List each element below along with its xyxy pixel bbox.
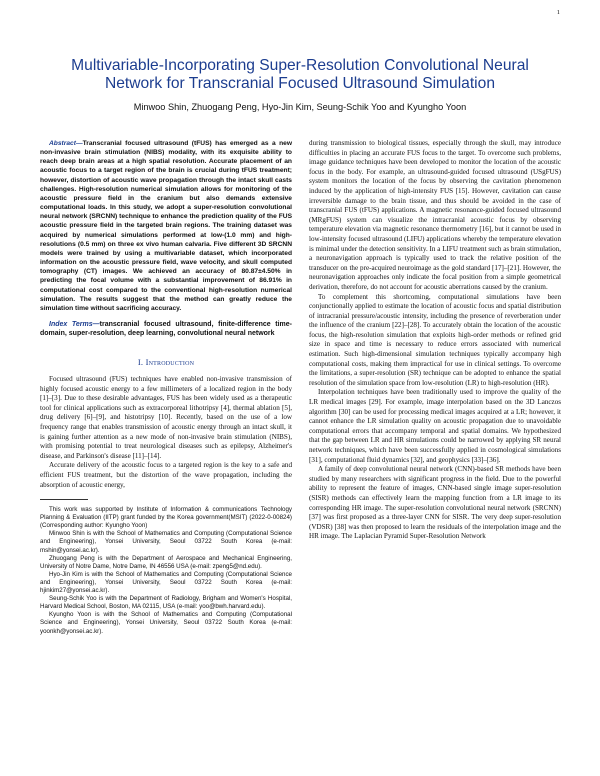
body-paragraph: A family of deep convolutional neural network (CNN)-based SR methods have been studied by many researchers with significant progress in the field. Due to the powerful ability to represent the feature of images, CNN-based single image super-resolution (SISR) methods can effectively learn the mapping function from a LR image to its corresponding HR image. The super-resolution convolutional neural network (SRCNN) [37] was first proposed as a three-layer CNN for SISR. The very deep super-resolution (VDSR) [38] was then proposed to learn the residuals of the interpolation image and the HR image. The Laplacian Pyramid Super-Resolution Network [309, 465, 561, 541]
abstract-text: Transcranial focused ultrasound (tFUS) has emerged as a new non-invasive brain stimulation (NIBS) modality, with its exquisite ability to reach deep brain areas at a high spatial resolution. Accurate placement of an acoustic focus to a target region of the brain is crucial during tFUS treatment; however, distortion of acoustic wave propagation through the intact skull casts challenges. High-resolution numerical simulation allows for monitoring of the acoustic pressure field in the cranium but also demands extensive computational loads. In this study, we adopt a super-resolution convolutional neural network (SRCNN) technique to enhance the prediction quality of the FUS acoustic pressure field in the targeted brain regions. The training dataset was acquired by numerical simulations performed at low-(1.0 mm) and high-resolutions (0.5 mm) on three ex vivo human calvaria. Five different 3D SRCNN models were trained by using a multivariable dataset, which incorporated information on the acoustic pressure field, wave velocity, and skull computed tomography (CT) images. We achieved an accuracy of 80.87±4.50% in predicting the focal volume with a substantial improvement of 86.91% in computational cost compared to the conventional high-resolution numerical simulation. The results suggest that the method can greatly reduce the simulation time without sacrificing accuracy. [40, 140, 292, 312]
footnote-author-affiliation: Minwoo Shin is with the School of Mathematics and Computing (Computational Science and Engineering), Yonsei University, Seoul 03722 South Korea (e-mail: mshin@yonsei.ac.kr). [40, 530, 292, 554]
body-paragraph: To complement this shortcoming, computational simulations have been conjunctionally applied to estimate the location of acoustic focus and spatial distribution of intracranial pressure/acoustic intensity, including the presence of reverberation under the influence of the cranium [22]–[28]. To accurately obtain the location of the acoustic focus, the high-resolution simulation that exploits high-order methods or refined grid size in space and time is necessary to reduce errors associated with numerical estimation. Such high-dimensional simulation techniques typically accompany high computational costs, making them impractical for use in clinical settings. To overcome the limitations, a super-resolution (SR) technique can be adopted to enhance the spatial resolution of the simulation space from low-resolution (LR) to high-resolution (HR). [309, 292, 561, 387]
page-number: 1 [556, 9, 560, 16]
left-column [40, 139, 292, 636]
footnote-author-affiliation: Kyungho Yoon is with the School of Mathematics and Computing (Computational Science and Engineering), Yonsei University, Seoul 03722 South Korea (e-mail: yoonkh@yonsei.ac.kr). [40, 611, 292, 635]
paper-title: Multivariable-Incorporating Super-Resolution Convolutional Neural Network for Transcranial Focused Ultrasound Simulation [71, 57, 529, 92]
index-terms-text: transcranial focused ultrasound, finite-difference time-domain, super-resolution, deep learning, convolutional neural network [40, 320, 292, 338]
body-paragraph: Accurate delivery of the acoustic focus to a targeted region is the key to a safe and efficient FUS treatment, but the distortion of the wave propagation, including the absorption of acoustic energy, [40, 461, 292, 489]
right-column [309, 139, 561, 542]
footnote-author-affiliation: Hyo-Jin Kim is with the School of Mathematics and Computing (Computational Science and Engineering), Yonsei University, Seoul 03722 South Korea (e-mail: hjinkim27@yonsei.ac.kr). [40, 570, 292, 595]
footnote-author-affiliation: Zhuogang Peng is with the Department of Aerospace and Mechanical Engineering, University of Notre Dame, Notre Dame, IN 46556 USA (e-mail: zpeng5@nd.edu). [40, 554, 292, 570]
body-paragraph: Interpolation techniques have been traditionally used to improve the quality of the LR medical images [29]. For example, image interpolation based on the 3D Lanczos algorithm [30] can be used for processing medical images acquired at a LR; however, it cannot enhance the LR simulation quality on acoustic propagation due to unavoidable computational errors that accompany temporal and spatial domains. We hypothesized that the gap between LR and HR simulations could be narrowed by applying SR neural network techniques, which have been successfully applied in cosmological simulations [31], computational fluid dynamics [32], and geophysics [33]–[36]. [309, 388, 561, 464]
body-paragraph: during transmission to biological tissues, especially through the skull, may introduce difficulties in placing an accurate FUS focus to the target. To overcome such problems, image guidance techniques have been developed to monitor the location of the acoustic focus in the body. For example, an ultrasound-guided focused ultrasound (USgFUS) system monitors the location of the focus by observing the cavitation phenomenon induced by the application of high-intensity FUS [15]. However, cavitation can cause irreversible damage to the brain tissue, and thus should be avoided in the case of transcranial FUS (tFUS) applications. A magnetic resonance-guided focused ultrasound (MRgFUS) system can visualize the intracranial acoustic focus by observing temperature elevation via magnetic resonance thermometry [16], but it cannot be used in low-intensity focused ultrasound (LIFU) applications whereby the temperature elevation is minimal under the detection sensitivity. In a LIFU treatment such as brain stimulation, a neuronavigation approach is typically used to track the relative position of the transducer on the pre-acquired neuroimage as the gold standard [17]–[21]. However, the neuronavigation approaches only indicate the focal position from a simple geometrical derivation, therefore, do not account for acoustic aberrations caused by the cranium. [309, 139, 561, 291]
index-terms [40, 320, 292, 339]
footnote-divider [40, 499, 88, 500]
section-heading-introduction: I. Introduction [137, 356, 195, 367]
body-paragraph: Focused ultrasound (FUS) techniques have enabled non-invasive transmission of highly focused acoustic energy to a few millimeters of a localized region in the body [1]–[3]. Due to these desirable advantages, FUS has been widely used as a therapeutic tool for clinical applications such as extracorporeal lithotripsy [4], thermal ablation [5], drug delivery [6]–[9], and histotripsy [10]. Recently, based on the use of a low frequency range that enables transmission of acoustic energy through an intact skull, it is gaining further attention as a new mode of non-invasive brain stimulation (NIBS), with promising potential to treat neurological diseases such as epilepsy, Alzheimer's disease, and Parkinson's disease [11]–[14]. [40, 374, 292, 460]
abstract-label: Abstract— [49, 140, 83, 147]
author-list: Minwoo Shin, Zhuogang Peng, Hyo-Jin Kim, Seung-Schik Yoo and Kyungho Yoon [133, 102, 467, 112]
abstract [40, 139, 292, 313]
index-terms-label: Index Terms— [49, 320, 100, 328]
footnote-funding: This work was supported by Institute of Information & communications Technology Planning & Evaluation (IITP) grant funded by the Korea government(MSIT) (2022-0-00824) (Corresponding author: Kyungho Yoon) [40, 506, 292, 530]
footnote-author-affiliation: Seung-Schik Yoo is with the Department of Radiology, Brigham and Women's Hospital, Harvard Medical School, Boston, MA 02115, USA (e-mail: yoo@bwh.harvard.edu). [40, 595, 292, 611]
